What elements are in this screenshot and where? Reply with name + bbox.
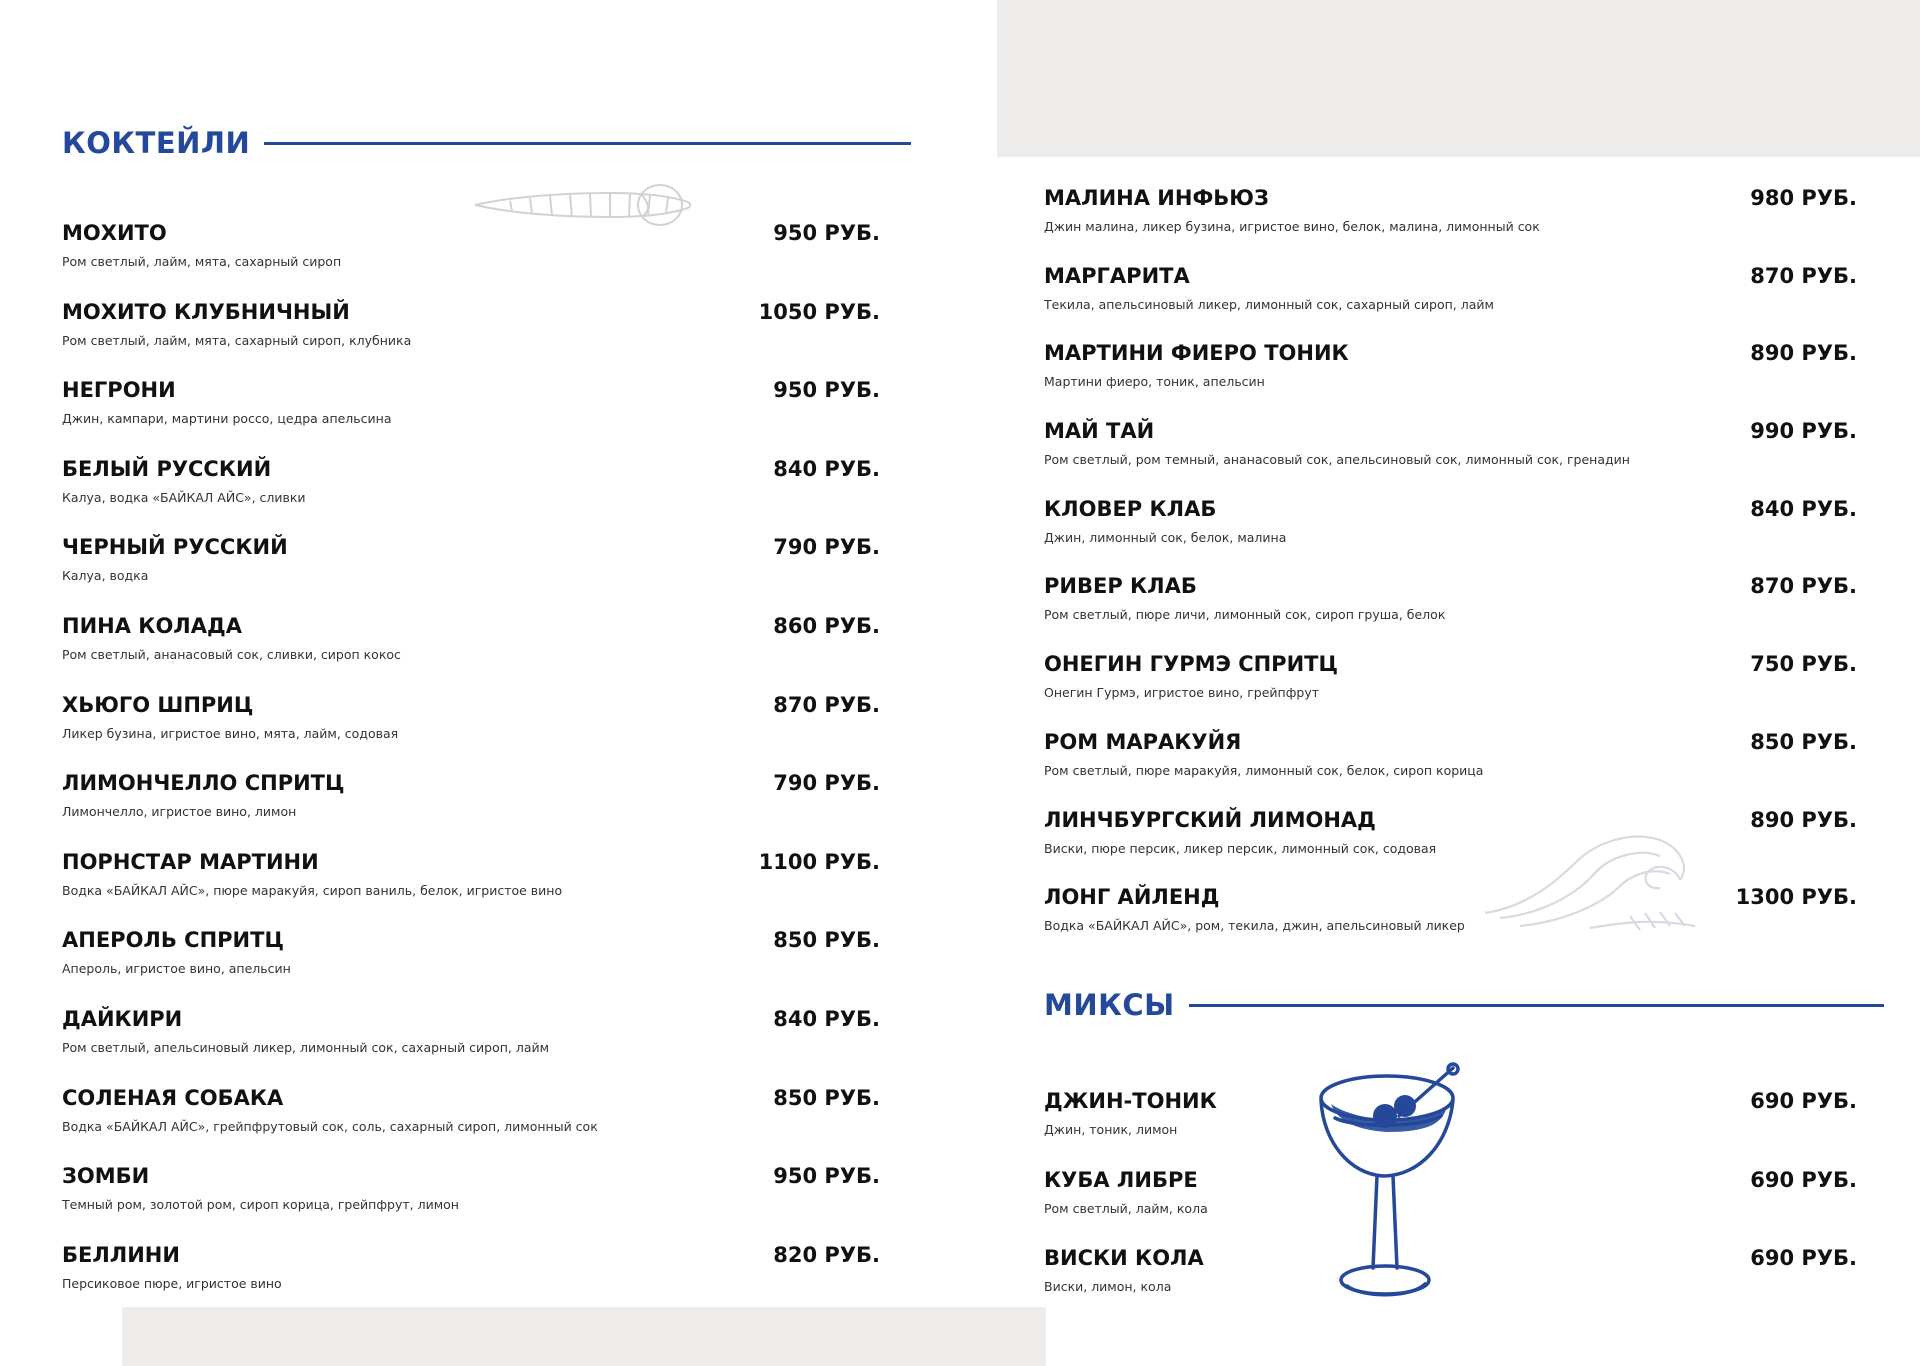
item-description: Текила, апельсиновый ликер, лимонный сок, сахарный сироп, лайм [1044, 296, 1494, 312]
item-price: 950 РУБ. [773, 378, 880, 403]
item-price: 1050 РУБ. [758, 299, 880, 324]
item-price: 990 РУБ. [1750, 419, 1857, 444]
item-description: Персиковое пюре, игристое вино [62, 1275, 282, 1291]
cocktail-list-right [1044, 185, 1857, 971]
item-price: 840 РУБ. [1750, 496, 1857, 521]
item-name: СОЛЕНАЯ СОБАКА [62, 1085, 284, 1110]
item-price: 850 РУБ. [773, 1085, 880, 1110]
menu-item [62, 1242, 880, 1321]
menu-item [1044, 1245, 1857, 1324]
item-price: 870 РУБ. [1750, 574, 1857, 599]
item-description: Онегин Гурмэ, игристое вино, грейпфрут [1044, 685, 1319, 701]
item-price: 750 РУБ. [1750, 652, 1857, 677]
item-name: РИВЕР КЛАБ [1044, 574, 1197, 599]
cocktail-list-left [62, 220, 880, 1320]
item-name: РОМ МАРАКУЙЯ [1044, 729, 1242, 754]
item-description: Ром светлый, лайм, мята, сахарный сироп [62, 254, 342, 269]
item-name: МАРГАРИТА [1044, 263, 1190, 288]
item-price: 950 РУБ. [773, 1164, 880, 1189]
item-description: Темный ром, золотой ром, сироп корица, грейпфрут, лимон [62, 1197, 459, 1213]
item-description: Виски, лимон, кола [1044, 1279, 1172, 1295]
item-description: Ликер бузина, игристое вино, мята, лайм, содовая [62, 725, 399, 741]
item-price: 850 РУБ. [773, 928, 880, 953]
item-name: КЛОВЕР КЛАБ [1044, 496, 1217, 521]
menu-item [62, 1085, 880, 1164]
menu-item [1044, 496, 1857, 574]
item-price: 890 РУБ. [1750, 341, 1857, 366]
item-description: Джин малина, ликер бузина, игристое вино, белок, малина, лимонный сок [1044, 219, 1540, 234]
item-name: ВИСКИ КОЛА [1044, 1246, 1204, 1271]
item-description: Ром светлый, лайм, мята, сахарный сироп, клубника [62, 332, 412, 348]
item-description: Калуа, водка «БАЙКАЛ АЙС», сливки [62, 489, 306, 505]
menu-item [62, 1006, 880, 1085]
item-name: БЕЛЛИНИ [62, 1242, 180, 1267]
item-description: Ром светлый, пюре маракуйя, лимонный сок, белок, сироп корица [1044, 762, 1484, 778]
item-name: АПЕРОЛЬ СПРИТЦ [62, 928, 284, 953]
item-description: Ром светлый, ром темный, ананасовый сок, апельсиновый сок, лимонный сок, гренадин [1044, 452, 1630, 468]
menu-item [1044, 884, 1857, 962]
item-price: 950 РУБ. [773, 221, 880, 245]
item-description: Ром светлый, пюре личи, лимонный сок, сироп груша, белок [1044, 607, 1446, 623]
item-description: Ром светлый, лайм, кола [1044, 1200, 1208, 1216]
item-price: 1100 РУБ. [758, 849, 880, 874]
item-price: 840 РУБ. [773, 456, 880, 481]
item-price: 980 РУБ. [1750, 186, 1857, 210]
item-description: Лимончелло, игристое вино, лимон [62, 804, 297, 820]
menu-item [1044, 263, 1857, 341]
background-panel-top [997, 0, 1920, 157]
menu-item [1044, 573, 1857, 651]
item-name: НЕГРОНИ [62, 378, 176, 403]
item-description: Джин, тоник, лимон [1044, 1122, 1178, 1137]
item-name: ОНЕГИН ГУРМЭ СПРИТЦ [1044, 652, 1338, 677]
mixes-list [1044, 1088, 1857, 1324]
item-price: 690 РУБ. [1750, 1089, 1857, 1113]
menu-item [62, 1163, 880, 1242]
item-price: 890 РУБ. [1750, 807, 1857, 832]
item-description: Ром светлый, апельсиновый ликер, лимонный сок, сахарный сироп, лайм [62, 1039, 550, 1055]
menu-item [1044, 418, 1857, 496]
menu-item [1044, 1088, 1857, 1167]
item-name: ПОРНСТАР МАРТИНИ [62, 849, 319, 874]
menu-item [1044, 340, 1857, 418]
menu-item [1044, 1167, 1857, 1246]
item-name: МОХИТО КЛУБНИЧНЫЙ [62, 299, 350, 324]
item-price: 690 РУБ. [1750, 1246, 1857, 1271]
menu-item [62, 456, 880, 535]
item-description: Мартини фиеро, тоник, апельсин [1044, 374, 1265, 390]
cocktails-header [62, 126, 911, 160]
item-name: ЛОНГ АЙЛЕНД [1044, 885, 1220, 910]
item-description: Виски, пюре персик, ликер персик, лимонный сок, содовая [1044, 840, 1437, 856]
item-name: МОХИТО [62, 221, 167, 245]
item-description: Джин, кампари, мартини россо, цедра апельсина [62, 411, 392, 427]
item-description: Ром светлый, ананасовый сок, сливки, сироп кокос [62, 646, 401, 662]
cocktails-rule [264, 142, 911, 145]
item-price: 1300 РУБ. [1735, 885, 1857, 910]
menu-item [1044, 185, 1857, 263]
mixes-rule [1189, 1004, 1884, 1007]
item-description: Калуа, водка [62, 568, 149, 584]
menu-item [1044, 651, 1857, 729]
item-price: 870 РУБ. [1750, 263, 1857, 288]
item-price: 840 РУБ. [773, 1006, 880, 1031]
item-description: Водка «БАЙКАЛ АЙС», ром, текила, джин, апельсиновый ликер [1044, 918, 1465, 934]
item-name: ЗОМБИ [62, 1164, 150, 1189]
item-price: 870 РУБ. [773, 692, 880, 717]
item-description: Водка «БАЙКАЛ АЙС», грейпфрутовый сок, соль, сахарный сироп, лимонный сок [62, 1118, 598, 1134]
item-price: 690 РУБ. [1750, 1167, 1857, 1192]
menu-item [62, 299, 880, 378]
cocktails-title: КОКТЕЙЛИ [62, 126, 251, 160]
item-description: Апероль, игристое вино, апельсин [62, 961, 291, 977]
item-price: 860 РУБ. [773, 613, 880, 638]
item-name: МАРТИНИ ФИЕРО ТОНИК [1044, 341, 1349, 366]
item-price: 850 РУБ. [1750, 729, 1857, 754]
menu-item [62, 377, 880, 456]
item-name: ЧЕРНЫЙ РУССКИЙ [62, 535, 288, 560]
item-price: 790 РУБ. [773, 771, 880, 796]
menu-item [1044, 807, 1857, 885]
menu-item [1044, 729, 1857, 807]
item-description: Джин, лимонный сок, белок, малина [1044, 529, 1287, 545]
menu-item [62, 770, 880, 849]
item-price: 790 РУБ. [773, 535, 880, 560]
item-name: МАЙ ТАЙ [1044, 419, 1155, 444]
item-name: КУБА ЛИБРЕ [1044, 1167, 1198, 1192]
item-name: ЛИНЧБУРГСКИЙ ЛИМОНАД [1044, 807, 1376, 832]
mixes-header [1044, 988, 1884, 1022]
item-price: 820 РУБ. [773, 1242, 880, 1267]
menu-item [62, 220, 880, 299]
item-name: ЛИМОНЧЕЛЛО СПРИТЦ [62, 771, 345, 796]
menu-item [62, 849, 880, 928]
menu-item [62, 692, 880, 771]
menu-item [62, 613, 880, 692]
item-name: БЕЛЫЙ РУССКИЙ [62, 456, 272, 481]
item-description: Водка «БАЙКАЛ АЙС», пюре маракуйя, сироп ваниль, белок, игристое вино [62, 882, 563, 898]
item-name: ПИНА КОЛАДА [62, 613, 242, 638]
item-name: ДЖИН-ТОНИК [1044, 1089, 1217, 1113]
item-name: ХЬЮГО ШПРИЦ [62, 692, 254, 717]
menu-item [62, 534, 880, 613]
mixes-title: МИКСЫ [1044, 988, 1175, 1022]
item-name: ДАЙКИРИ [62, 1006, 183, 1031]
menu-item [62, 927, 880, 1006]
item-name: МАЛИНА ИНФЬЮЗ [1044, 186, 1269, 210]
